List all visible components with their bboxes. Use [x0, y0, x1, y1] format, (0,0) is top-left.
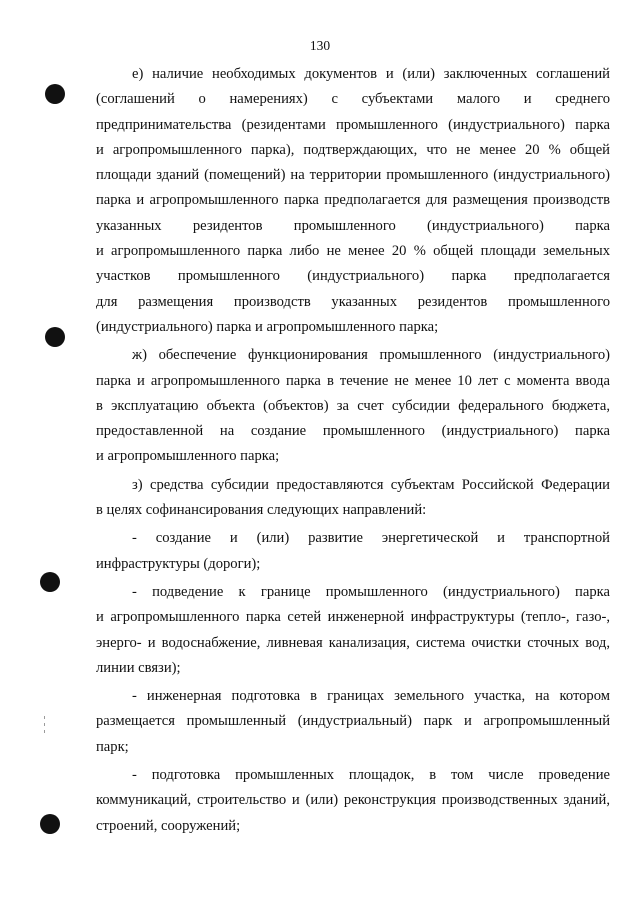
- list-item-dash-3: [96, 684, 610, 760]
- text-line: для размещения производств указанных резидентов промышленного: [96, 293, 610, 310]
- text-line: указанных резидентов промышленного (индустриального) парка: [96, 217, 610, 234]
- text-line: (индустриального) парка и агропромышленного парка;: [96, 318, 439, 335]
- paragraph-zh: [96, 343, 610, 469]
- text-line: парка и агропромышленного парка предполагается для размещения производств: [96, 192, 610, 209]
- page-number: 130: [309, 38, 331, 53]
- punch-hole-mark: [45, 327, 65, 347]
- text-line: и агропромышленного парка либо не менее 20 % общей площади земельных: [96, 243, 610, 260]
- paragraph-e: [96, 62, 610, 340]
- text-line: предпринимательства (резидентами промышленного (индустриального) парка: [96, 116, 610, 133]
- text-line: инфраструктуры (дороги);: [96, 555, 261, 572]
- text-line: участков промышленного (индустриального) парка предполагается: [96, 268, 610, 285]
- margin-scan-mark: [44, 730, 45, 733]
- text-line: ж) обеспечение функционирования промышленного (индустриального): [132, 347, 610, 364]
- list-item-dash-4: [96, 763, 610, 839]
- text-line: предоставленной на создание промышленного (индустриального) парка: [96, 423, 610, 440]
- list-item-dash-1: [96, 526, 610, 577]
- text-line: - инженерная подготовка в границах земельного участка, на котором: [132, 688, 610, 705]
- text-line: коммуникаций, строительство и (или) реконструкция производственных зданий,: [96, 792, 610, 809]
- text-line: (соглашений о намерениях) с субъектами малого и среднего: [96, 91, 610, 108]
- punch-hole-mark: [45, 84, 65, 104]
- text-line: е) наличие необходимых документов и (или) заключенных соглашений: [132, 66, 610, 82]
- text-line: - подготовка промышленных площадок, в том числе проведение: [132, 767, 610, 784]
- punch-hole-mark: [40, 572, 60, 592]
- text-line: в эксплуатацию объекта (объектов) за счет субсидии федерального бюджета,: [96, 397, 610, 414]
- text-line: и агропромышленного парка), подтверждающих, что не менее 20 % общей: [96, 141, 610, 158]
- text-line: - создание и (или) развитие энергетической и транспортной: [132, 530, 610, 547]
- punch-hole-mark: [40, 814, 60, 834]
- text-line: и агропромышленного парка сетей инженерной инфраструктуры (тепло-, газо-,: [96, 609, 610, 626]
- document-body: [96, 62, 610, 842]
- text-line: линии связи);: [96, 659, 181, 676]
- text-line: - подведение к границе промышленного (индустриального) парка: [132, 583, 610, 600]
- text-line: парк;: [96, 738, 129, 755]
- text-line: парка и агропромышленного парка в течение не менее 10 лет с момента ввода: [96, 372, 610, 389]
- text-line: энерго- и водоснабжение, ливневая канализация, система очистки сточных вод,: [96, 634, 610, 651]
- text-line: з) средства субсидии предоставляются субъектам Российской Федерации: [132, 476, 610, 493]
- margin-scan-mark: [44, 723, 45, 726]
- text-line: строений, сооружений;: [96, 817, 241, 834]
- text-line: в целях софинансирования следующих направлений:: [96, 502, 427, 519]
- text-line: размещается промышленный (индустриальный) парк и агропромышленный: [96, 713, 610, 730]
- margin-scan-mark: [44, 716, 45, 719]
- paragraph-z: [96, 473, 610, 524]
- text-line: и агропромышленного парка;: [96, 448, 280, 465]
- list-item-dash-2: [96, 580, 610, 681]
- text-line: площади зданий (помещений) на территории промышленного (индустриального): [96, 167, 610, 184]
